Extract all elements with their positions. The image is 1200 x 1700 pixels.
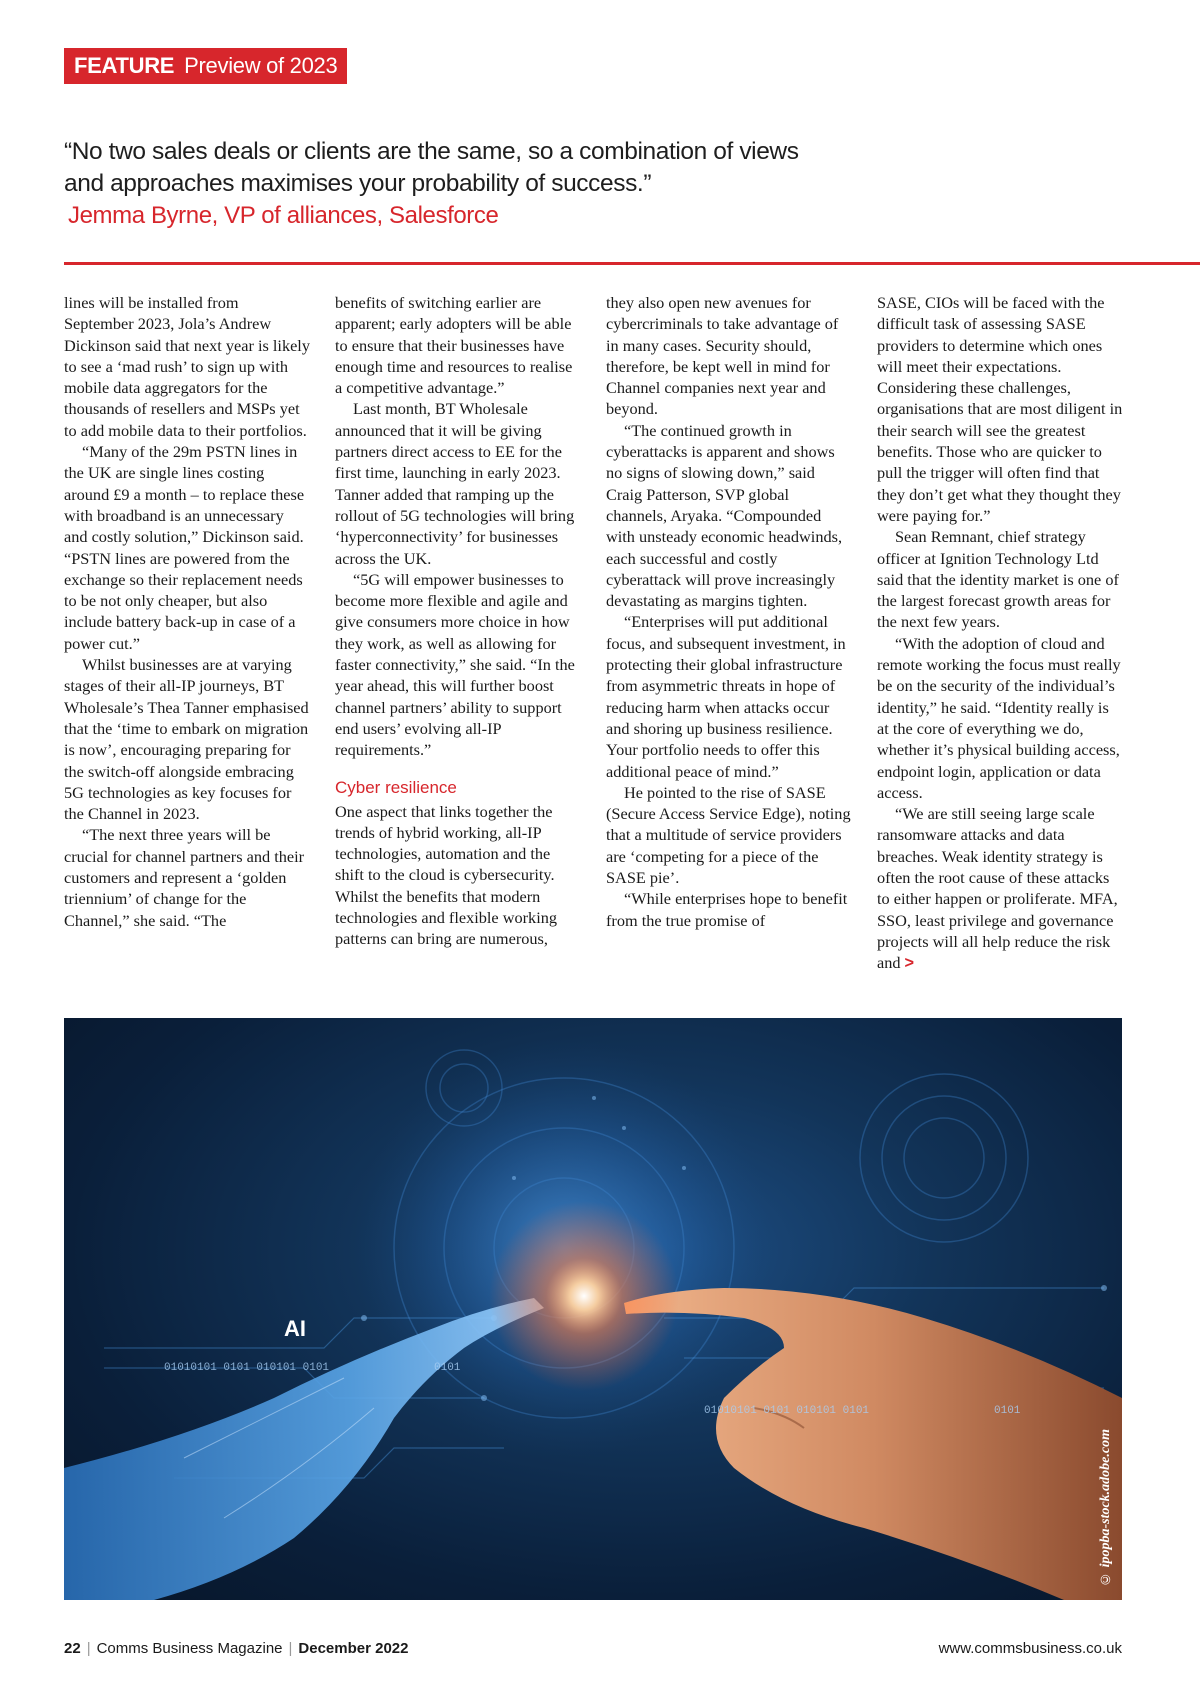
binary-text: 01010101 0101 010101 0101	[164, 1362, 330, 1374]
paragraph: Last month, BT Wholesale announced that it will be giving partners direct access to EE for the first time, launching in early 2023. Tanner added that ramping up the rollout of 5G technologies will bring ‘hyperconnectivity’ for businesses across the UK.	[335, 399, 575, 568]
paragraph: “5G will empower businesses to become more flexible and agile and give consumers more choice in how they work, as well as allowing for faster connectivity,” she said. “In the year ahead, this will further boost channel partners’ ability to support end users’ evolving all-IP requirements.”	[335, 569, 575, 760]
paragraph: He pointed to the rise of SASE (Secure Access Service Edge), noting that a multitude of service providers are ‘competing for a piece of the SASE pie’.	[606, 782, 851, 888]
binary-text: 0101	[994, 1405, 1021, 1417]
paragraph: lines will be installed from September 2023, Jola’s Andrew Dickinson said that next year is likely to see a ‘mad rush’ to sign up with mobile data aggregators for the thousands of resellers and MSPs yet to add mobile data to their portfolios.	[64, 293, 310, 440]
paragraph-text: “We are still seeing large scale ransomware attacks and data breaches. Weak identity strategy is often the root cause of these attacks to either happen or proliferate. MFA, SSO, least privilege and governance projects will all help reduce the risk and	[877, 804, 1118, 973]
paragraph: they also open new avenues for cybercriminals to take advantage of in many cases. Security should, therefore, be kept well in mind for Channel companies next year and beyond.	[606, 293, 839, 419]
photo-illustration	[64, 1018, 1122, 1600]
paragraph: benefits of switching earlier are apparent; early adopters will be able to ensure that their businesses have enough time and resources to realise a competitive advantage.”	[335, 293, 573, 398]
binary-text: 0101	[434, 1362, 461, 1374]
website-url: www.commsbusiness.co.uk	[938, 1640, 1122, 1657]
paragraph: “While enterprises hope to benefit from the true promise of	[606, 889, 848, 930]
paragraph: “The continued growth in cyberattacks is apparent and shows no signs of slowing down,” said Craig Patterson, SVP global channels, Aryaka. “Compounded with unsteady economic headwinds, each successful and costly cyberattack will prove increasingly devastating as margins tighten.	[606, 420, 843, 611]
photo-credit: © ipopba-stock.adobe.com	[1098, 1429, 1113, 1586]
page-number: 22	[64, 1640, 81, 1657]
subheading-cyber-resilience: Cyber resilience	[335, 777, 457, 797]
ai-label: AI	[284, 1316, 306, 1341]
paragraph: “The next three years will be crucial for channel partners and their customers and represent a ‘golden triennium’ of change for the Channel,” she said. “The	[64, 825, 305, 930]
paragraph: Whilst businesses are at varying stages of their all-IP journeys, BT Wholesale’s Thea Tanner emphasised that the ‘time to embark on migration is now’, encouraging preparing for the switch-off alongside embracing 5G technologies as key focuses for the Channel in 2023.	[64, 655, 309, 824]
paragraph	[877, 803, 1123, 974]
paragraph: “Many of the 29m PSTN lines in the UK are single lines costing around £9 a month – to replace these with broadband is an unnecessary and costly solution,” Dickinson said. “PSTN lines are powered from the exchange so their replacement needs to be not only cheaper, but also include battery back-up in case of a power cut.”	[64, 442, 305, 653]
article-column-3	[606, 292, 852, 931]
paragraph: One aspect that links together the trends of hybrid working, all-IP technologies, automation and the shift to the cloud is cybersecurity. Whilst the benefits that modern technologies and flexible working patterns can bring are numerous,	[335, 801, 557, 949]
footer-left	[64, 1640, 408, 1657]
pull-quote: “No two sales deals or clients are the same, so a combination of views and approaches maximises your probability of success.”	[64, 138, 799, 197]
binary-text: 01010101 0101 010101 0101	[704, 1405, 870, 1417]
footer-separator: |	[288, 1640, 293, 1657]
continue-arrow-icon: >	[904, 954, 915, 973]
issue-date: December 2022	[298, 1640, 409, 1657]
article-column-4	[877, 292, 1123, 975]
section-tag	[64, 48, 347, 84]
feature-subtitle: Preview of 2023	[184, 53, 338, 78]
article-column-2	[335, 292, 581, 950]
footer-separator: |	[86, 1640, 91, 1657]
paragraph: “With the adoption of cloud and remote working the focus must really be on the security of the individual’s identity,” he said. “Identity really is at the core of everything we do, whether it’s physical building access, endpoint login, application or data access.	[877, 633, 1121, 802]
article-column-1	[64, 292, 310, 931]
paragraph: SASE, CIOs will be faced with the difficult task of assessing SASE providers to determine which ones will meet their expectations. Considering these challenges, organisations that are most diligent in their search will see the greatest benefits. Those who are quicker to pull the trigger will often find that they don’t get what they thought they were paying for.”	[877, 293, 1123, 525]
divider-rule	[64, 262, 1200, 265]
pull-quote-attribution: Jemma Byrne, VP of alliances, Salesforce	[68, 202, 499, 229]
feature-label: FEATURE	[74, 53, 175, 78]
ai-hands-photo	[64, 1018, 1122, 1600]
paragraph: Sean Remnant, chief strategy officer at Ignition Technology Ltd said that the identity market is one of the largest forecast growth areas for the next few years.	[877, 527, 1119, 632]
paragraph: “Enterprises will put additional focus, and subsequent investment, in protecting their global infrastructure from asymmetric threats in hope of reducing harm when attacks occur and shoring up business resilience. Your portfolio needs to offer this additional peace of mind.”	[606, 612, 846, 781]
publication-name: Comms Business Magazine	[96, 1640, 283, 1657]
